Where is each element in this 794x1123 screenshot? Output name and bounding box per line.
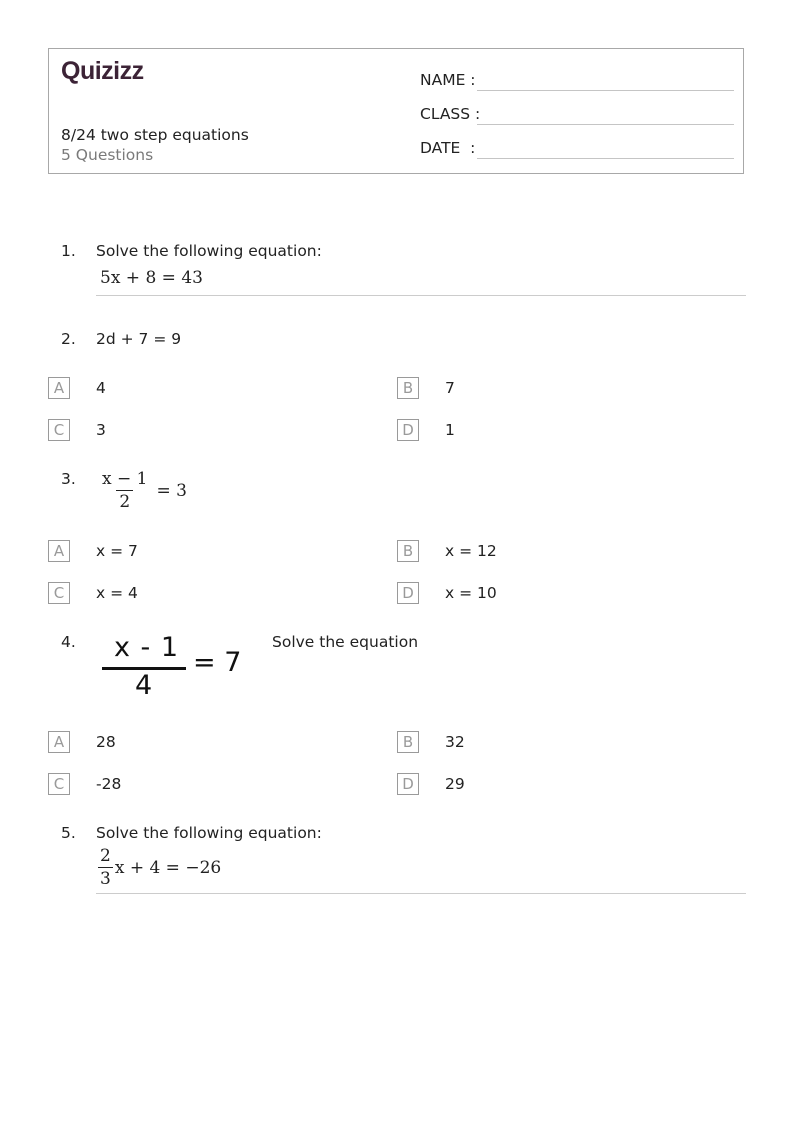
option-d-text[interactable]: x = 10 <box>445 584 497 602</box>
question-text: Solve the following equation: <box>96 242 322 260</box>
option-b-box[interactable]: B <box>397 377 419 399</box>
option-a-text[interactable]: x = 7 <box>96 542 138 560</box>
option-a-box[interactable]: A <box>48 731 70 753</box>
option-c-box[interactable]: C <box>48 419 70 441</box>
option-c-text[interactable]: 3 <box>96 421 106 439</box>
question-number: 4. <box>61 633 76 651</box>
image-rhs: = 7 <box>193 647 242 678</box>
option-a-box[interactable]: A <box>48 540 70 562</box>
question-text: Solve the following equation: <box>96 824 322 842</box>
option-d-box[interactable]: D <box>397 419 419 441</box>
date-label: DATE : <box>420 139 476 157</box>
option-a-box[interactable]: A <box>48 377 70 399</box>
option-a-text[interactable]: 4 <box>96 379 106 397</box>
option-d-box[interactable]: D <box>397 582 419 604</box>
option-b-text[interactable]: 32 <box>445 733 465 751</box>
class-field[interactable] <box>420 101 734 125</box>
fraction-denominator: 3 <box>100 869 111 889</box>
fraction-equation <box>98 845 221 890</box>
quizizz-logo: Quizizz <box>61 57 144 85</box>
question-number: 1. <box>61 242 76 260</box>
worksheet-title: 8/24 two step equations <box>61 126 249 144</box>
date-line[interactable] <box>477 158 734 159</box>
option-b-text[interactable]: x = 12 <box>445 542 497 560</box>
fraction-denominator: 2 <box>116 490 133 513</box>
option-d-text[interactable]: 1 <box>445 421 455 439</box>
option-d-box[interactable]: D <box>397 773 419 795</box>
fraction-numerator: x − 1 <box>102 469 148 489</box>
question-count: 5 Questions <box>61 146 154 164</box>
option-b-text[interactable]: 7 <box>445 379 455 397</box>
question-number: 3. <box>61 470 76 488</box>
option-c-text[interactable]: -28 <box>96 775 122 793</box>
equation-rhs: = 3 <box>156 480 187 501</box>
question-number: 5. <box>61 824 76 842</box>
name-label: NAME : <box>420 71 476 89</box>
equation-image <box>100 630 250 704</box>
name-field[interactable] <box>420 67 734 91</box>
name-line[interactable] <box>477 90 734 91</box>
option-a-text[interactable]: 28 <box>96 733 116 751</box>
option-b-box[interactable]: B <box>397 540 419 562</box>
option-b-box[interactable]: B <box>397 731 419 753</box>
question-text: 2d + 7 = 9 <box>96 330 182 348</box>
option-c-text[interactable]: x = 4 <box>96 584 138 602</box>
option-d-text[interactable]: 29 <box>445 775 465 793</box>
class-line[interactable] <box>477 124 734 125</box>
option-c-box[interactable]: C <box>48 773 70 795</box>
question-equation: 5x + 8 = 43 <box>100 268 203 288</box>
fraction-equation <box>99 468 187 513</box>
question-text: Solve the equation <box>272 633 419 651</box>
fraction-numerator: 2 <box>100 846 111 866</box>
image-numerator: x - 1 <box>114 632 180 663</box>
equation-rest: x + 4 = −26 <box>114 857 222 878</box>
worksheet-header <box>48 48 744 174</box>
answer-line[interactable] <box>96 893 746 894</box>
class-label: CLASS : <box>420 105 481 123</box>
option-c-box[interactable]: C <box>48 582 70 604</box>
image-denominator: 4 <box>135 670 153 701</box>
date-field[interactable] <box>420 135 734 159</box>
question-number: 2. <box>61 330 76 348</box>
answer-line[interactable] <box>96 295 746 296</box>
